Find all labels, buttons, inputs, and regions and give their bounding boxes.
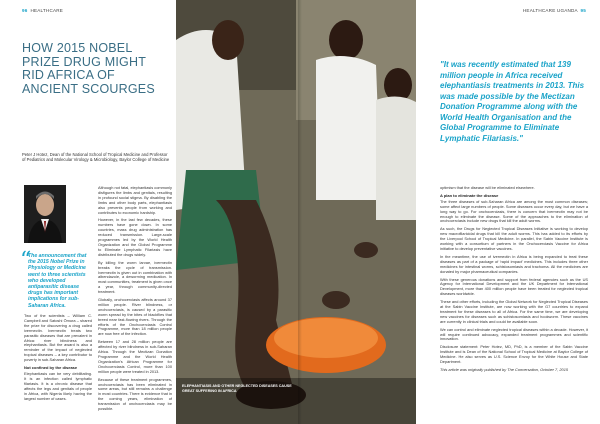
col1-subheading: Not confined by the disease — [24, 365, 78, 371]
quote-mark-icon: “ — [20, 248, 32, 273]
author-photo — [24, 185, 66, 243]
right-paragraph: In the meantime, the use of ivermectin in Africa is being expanded to treat these diseases as part of a package of 'rapid impact' medicines. This includes three other medicines for intestinal worms, schistosomiasis and trachoma. All the medicines are donated by major pharmaceutical companies. — [440, 253, 588, 274]
left-page-number: 96 — [22, 8, 28, 13]
right-folio — [523, 8, 586, 13]
right-section-label: HEALTHCARE UGANDA — [522, 8, 578, 13]
right-paragraph: As such, the Drugs for Neglected Tropical Diseases Initiative is working to develop new macrofilaricidal drugs that kill the adult worms. This has added to its efforts by the Liverpool School of Tropical Medicine. In parallel, the Sabin Vaccine Institute is working with a consortium of partners in the Onchocerciasis Vaccine for Africa initiative to develop preventative vaccines. — [440, 226, 588, 251]
left-section-label: HEALTHCARE — [30, 8, 64, 13]
col2-paragraph: Globally, onchocerciasis affects around 37 million people. River blindness, or onchocerciasis, is caused by a parasitic worm spread by the bites of blackflies that breed near fast-flowing rivers. Through the efforts of the Onchocerciasis Control Programme, more than 18 million people are now free of the infection. — [98, 297, 172, 337]
col2-paragraph: However, in the last few decades, these numbers have gone down. In some countries, mass drug administration has reduced transmission. Large-scale programmes led by the World Health Organization and the Global Programme to Eliminate Lymphatic Filariasis have distributed the drugs widely. — [98, 217, 172, 257]
right-paragraph: The three diseases of sub-Saharan Africa are among the most common diseases; some affect large numbers of people. Some diseases occur every day, but we have a long way to go. For onchocerciasis, there is concern that ivermectin may not be enough to eliminate the disease. Some of the approaches to the elimination of onchocerciasis include new drugs that kill the adult worms. — [440, 198, 588, 224]
footer-note: This article was originally published by The Conversation, October 7, 2015 — [440, 367, 569, 372]
right-paragraph: These and other efforts, including the Global Network for Neglected Tropical Diseases at the Sabin Vaccine Institute, are now working with the G7 countries to expand treatment for these diseases to all of Africa. For the same time, we are developing new vaccines for diseases such as schistosomiasis and hookworm. These vaccines are currently in clinical trials and could be available soon. — [440, 299, 588, 324]
right-column — [440, 186, 588, 376]
right-paragraph: Disclosure statement: Peter Hotez, MD, PhD, is a member of the Sabin Vaccine Institute and is Dean of the National School of Tropical Medicine at Baylor College of Medicine. He also serves as U.S. Science Envoy for the White House and State Department. — [440, 344, 588, 365]
article-title: HOW 2015 NOBEL PRIZE DRUG MIGHT RID AFRICA OF ANCIENT SCOURGES — [22, 41, 155, 96]
right-paragraph: We can control and eliminate neglected tropical diseases within a decade. However, it will require continued advocacy, expanded treatment programmes and scientific innovation. — [440, 326, 588, 342]
right-page-number: 95 — [580, 8, 586, 13]
article-column-2 — [98, 186, 172, 415]
col2-paragraph: Between 17 and 28 million people are affected by river blindness in sub-Saharan Africa. Through the Mectizan Donation Programme and the World Health Organization's African Programme for Onchocerciasis Control, more than 100 million people were treated in 2013. — [98, 339, 172, 374]
col1-paragraph: Elephantiasis can be very debilitating. It is an infection called lymphatic filariasis. It is a chronic disease that affects the legs and genitals of people in Africa, with Nigeria likely having the largest number of cases. — [24, 370, 92, 401]
col2-paragraph: Although not fatal, elephantiasis commonly disfigures the limbs and genitals, resulting in profound social stigma. By disabling the limbs and other body parts, elephantiasis also prevents people from working and contributes to economic hardship. — [98, 185, 172, 215]
pull-quote: The announcement that the 2015 Nobel Prize in Physiology or Medicine went to three scientists who developed antiparasitic disease drugs has important implications for sub-Saharan Africa. — [28, 253, 87, 309]
right-paragraph: optimism that the disease will be eliminated elsewhere. — [440, 185, 535, 190]
page-gutter — [298, 0, 302, 424]
col1-paragraph: Two of the scientists – William C. Campbell and Satoshi Ōmura – shared the prize for discovering a drug called ivermectin. Ivermectin treats two parasitic diseases that are prevalent in Africa: river blindness and elephantiasis. But the award is also a reminder of the impact of neglected tropical diseases – a key contributor to poverty in sub-Saharan Africa. — [24, 313, 92, 363]
col2-paragraph: Because of these treatment programmes, onchocerciasis has been eliminated in some areas, but still remains a challenge in most countries. There is evidence that in the coming years, elimination of transmission of onchocerciasis may be possible. — [98, 376, 172, 412]
right-subheading: A plan to eliminate the disease — [440, 192, 499, 198]
article-column-1 — [24, 314, 92, 404]
col2-paragraph: By killing the worm larvae, ivermectin breaks the cycle of transmission. Ivermectin is given out in combination with albendazole, a deworming medication. In most communities, treatment is given once a year, through community-directed treatment. — [98, 259, 172, 295]
right-paragraph: With these generous donations and support from federal agencies such as the US Agency for International Development and the UK Department for International Development, more than 400 million people have been treated for neglected tropical diseases worldwide. — [440, 276, 588, 297]
highlight-quote: "It was recently estimated that 139 million people in Africa received elephantiasis treatments in 2013. This was made possible by the Mectizan Donation Programme along with the World Health Organisation and the Global Programme to Eliminate Lymphatic Filariasis." — [440, 60, 585, 143]
left-folio — [22, 8, 63, 13]
article-byline: Peter J Hotez, Dean of the National School of Tropical Medicine and Professor of Pediatrics and Molecular Virology & Microbiology, Baylor College of Medicine — [22, 152, 170, 163]
article-photo — [176, 0, 416, 424]
photo-caption: ELEPHANTIASIS AND OTHER NEGLECTED DISEASES CAUSE GREAT SUFFERING IN AFRICA — [182, 384, 292, 393]
